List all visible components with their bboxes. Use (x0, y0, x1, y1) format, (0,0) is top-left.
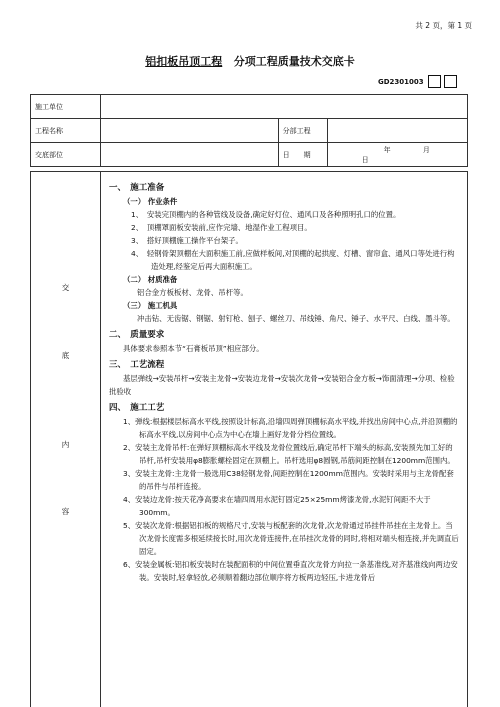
section-heading: 四、 施工工艺 (109, 403, 165, 413)
side-label-column (31, 172, 101, 707)
subsection-heading: （一） 作业条件 (123, 197, 178, 206)
paragraph: 冲击钻、无齿锯、钢锯、射钉枪、刨子、螺丝刀、吊线锤、角尺、锤子、水平尺、白线、墨斗等。 (137, 314, 455, 323)
list-item: 3、 搭好顶棚施工操作平台架子。 (131, 236, 243, 245)
dept-value[interactable] (101, 143, 279, 167)
subsection-heading: （三） 施工机具 (123, 301, 178, 310)
unit-label: 施工单位 (31, 95, 101, 119)
paragraph: 基层弹线→安装吊杆→安装主龙骨→安装边龙骨→安装次龙骨→安装铝合金方板→饰面清理→分项、检验批验收 (109, 374, 455, 396)
checkbox-2[interactable] (444, 75, 457, 88)
document-title (0, 53, 500, 69)
section-heading: 三、 工艺流程 (109, 360, 165, 370)
date-month: 月 (422, 145, 430, 154)
title-main: 分项工程质量技术交底卡 (233, 55, 355, 68)
project-label: 工程名称 (31, 119, 101, 143)
date-day: 日 (361, 155, 369, 164)
list-item: 2、 顶棚罩面板安装前,应作完墙、地湿作业工程项目。 (131, 223, 312, 232)
subsection-heading: （二） 材质准备 (123, 275, 178, 284)
list-item: 6、安装金属板:铝扣板安装时在装配面积的中间位置垂直次龙骨方向拉一条基准线,对齐基准线向两边安装。安装时,轻拿轻放,必须顺着翻边部位顺序将方板两边轻压,卡进龙骨后 (123, 560, 458, 582)
title-project: 铝扣板吊顶工程 (145, 55, 223, 68)
list-item: 1、 安装完顶棚内的各种管线及设备,确定好灯位、通风口及各种照明孔口的位置。 (131, 210, 401, 219)
checkbox-1[interactable] (428, 75, 441, 88)
side-char: 交 (61, 283, 70, 292)
side-char: 容 (61, 507, 70, 516)
doc-code: GD2301003 (378, 78, 424, 86)
list-item: 3、安装主龙骨:主龙骨一般选用C38轻钢龙骨,间距控制在1200mm范围内。安装时采用与主龙骨配套的吊件与吊杆连接。 (123, 469, 454, 491)
paragraph: 铝合金方板板材、龙骨、吊杆等。 (137, 288, 248, 297)
header-table (30, 94, 468, 167)
content-area (30, 171, 468, 707)
page-number: 共 2 页，第 1 页 (415, 21, 472, 30)
list-item: 5、安装次龙骨:根据铝扣板的规格尺寸,安装与板配套的次龙骨,次龙骨通过吊挂件吊挂在主龙骨上。当次龙骨长度需多根延续接长时,用次龙骨连接件,在吊挂次龙骨的同时,将相对端头相连接,并先调直后固定。 (123, 521, 459, 556)
list-item: 2、安装主龙骨吊杆:在弹好顶棚标高水平线及龙骨位置线后,确定吊杆下端头的标高,安装预先加工好的吊杆,吊杆安装用φ8膨胀螺栓固定在顶棚上。吊杆选用φ8圆钢,吊筋间距控制在1200mm范围内。 (123, 443, 455, 465)
subproject-value[interactable] (327, 119, 467, 143)
dept-label: 交底部位 (31, 143, 101, 167)
unit-value[interactable] (101, 95, 468, 119)
date-year: 年 (383, 145, 391, 154)
section-heading: 一、 施工准备 (109, 183, 165, 193)
section-heading: 二、 质量要求 (109, 330, 165, 340)
side-char: 底 (61, 351, 70, 360)
list-item: 4、安装边龙骨:按天花净高要求在墙四周用水泥钉固定25×25mm烤漆龙骨,水泥钉间距不大于300mm。 (123, 495, 431, 517)
content-body (109, 180, 459, 584)
subproject-label: 分部工程 (278, 119, 327, 143)
list-item: 1、弹线:根据楼层标高水平线,按照设计标高,沿墙四周弹顶棚标高水平线,并找出房间中心点,并沿顶棚的标高水平线,以房间中心点为中心在墙上画好龙骨分档位置线。 (123, 417, 458, 439)
side-char: 内 (61, 440, 70, 449)
project-value[interactable] (101, 119, 279, 143)
date-label: 日 期 (278, 143, 327, 167)
list-item: 4、 轻钢骨架顶棚在大面积施工前,应做样板间,对顶棚的起拱度、灯槽、窗帘盒、通风口等处进行构造处理,经鉴定后再大面积施工。 (131, 249, 455, 271)
paragraph: 具体要求参照本节“石膏板吊顶”相应部分。 (123, 344, 264, 353)
date-value[interactable] (327, 143, 467, 167)
